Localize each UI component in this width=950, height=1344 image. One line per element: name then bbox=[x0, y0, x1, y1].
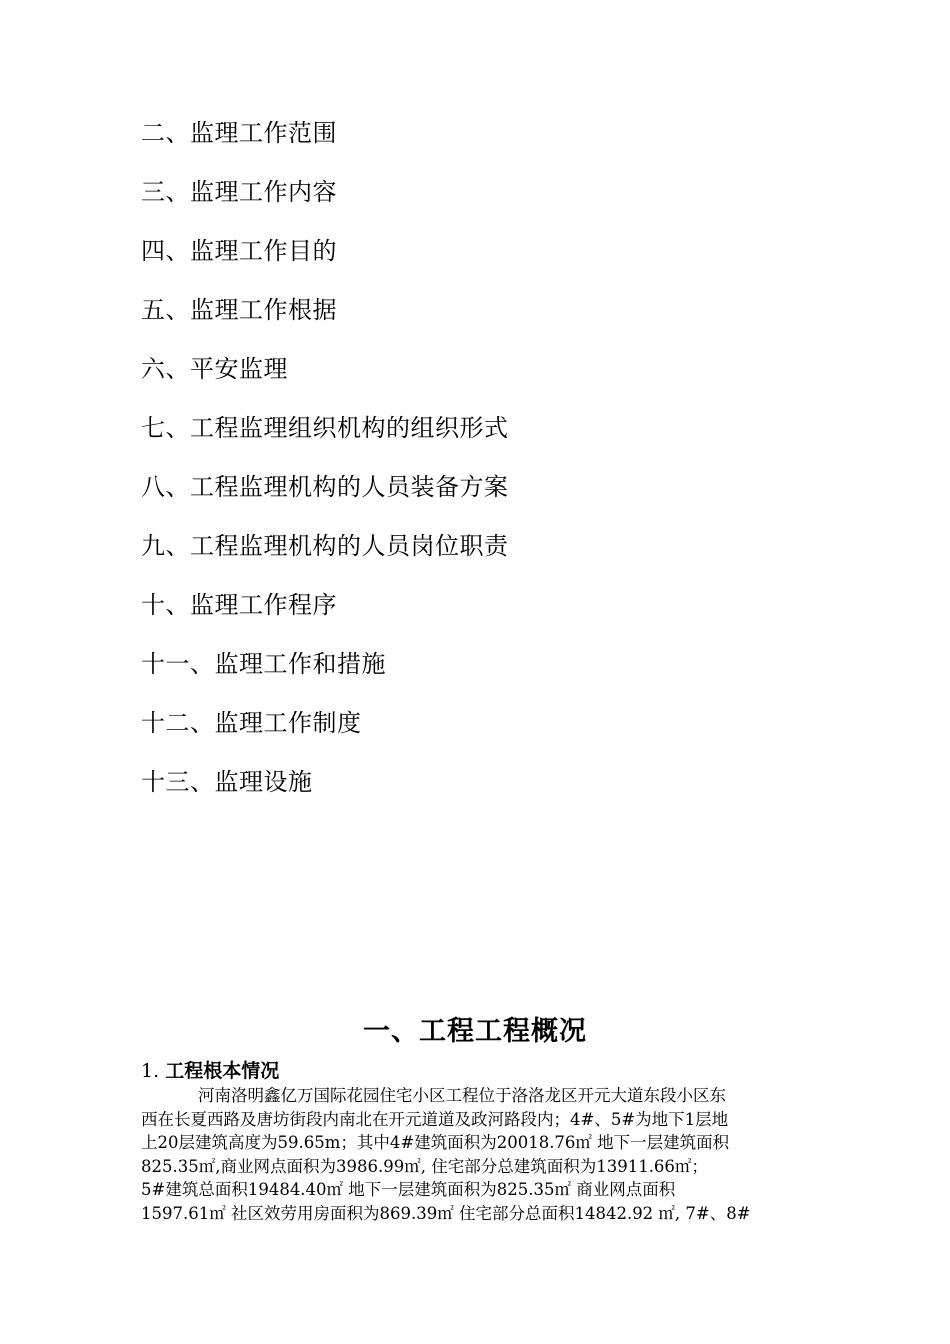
toc-item: 十、监理工作程序 bbox=[141, 591, 337, 619]
subsection-number: 1. bbox=[141, 1060, 160, 1082]
toc-item: 二、监理工作范围 bbox=[141, 119, 337, 147]
toc-item: 七、工程监理组织机构的组织形式 bbox=[141, 414, 509, 442]
subsection-title: 工程根本情况 bbox=[165, 1060, 280, 1082]
toc-item: 五、监理工作根据 bbox=[141, 296, 337, 324]
toc-item: 十一、监理工作和措施 bbox=[141, 650, 386, 678]
toc-item: 三、监理工作内容 bbox=[141, 178, 337, 206]
paragraph-line: 河南洛明鑫亿万国际花园住宅小区工程位于洛洛龙区开元大道东段小区东 bbox=[198, 1086, 726, 1105]
toc-item: 十二、监理工作制度 bbox=[141, 709, 362, 737]
toc-item: 九、工程监理机构的人员岗位职责 bbox=[141, 532, 509, 560]
toc-item: 八、工程监理机构的人员装备方案 bbox=[141, 473, 509, 501]
section-heading: 一、工程工程概况 bbox=[363, 1016, 587, 1047]
paragraph-line: 西在长夏西路及唐坊街段内南北在开元道道及政河路段内；4#、5#为地下1层地 bbox=[141, 1109, 729, 1129]
paragraph-line: 825.35㎡,商业网点面积为3986.99㎡, 住宅部分总建筑面积为13911.66㎡； bbox=[141, 1156, 708, 1176]
paragraph-line: 1597.61㎡ 社区效劳用房面积为869.39㎡ 住宅部分总面积14842.92 ㎡, 7#、8# bbox=[141, 1203, 751, 1223]
paragraph-line: 上20层建筑高度为59.65m；其中4#建筑面积为20018.76㎡ 地下一层建筑面积 bbox=[141, 1133, 730, 1152]
subsection-heading bbox=[141, 1058, 279, 1084]
table-of-contents bbox=[141, 104, 841, 812]
body-paragraph bbox=[141, 1084, 821, 1225]
toc-item: 六、平安监理 bbox=[141, 355, 288, 383]
toc-item: 四、监理工作目的 bbox=[141, 237, 337, 265]
toc-item: 十三、监理设施 bbox=[141, 768, 313, 796]
paragraph-line: 5#建筑总面积19484.40㎡ 地下一层建筑面积为825.35㎡ 商业网点面积 bbox=[141, 1180, 676, 1199]
